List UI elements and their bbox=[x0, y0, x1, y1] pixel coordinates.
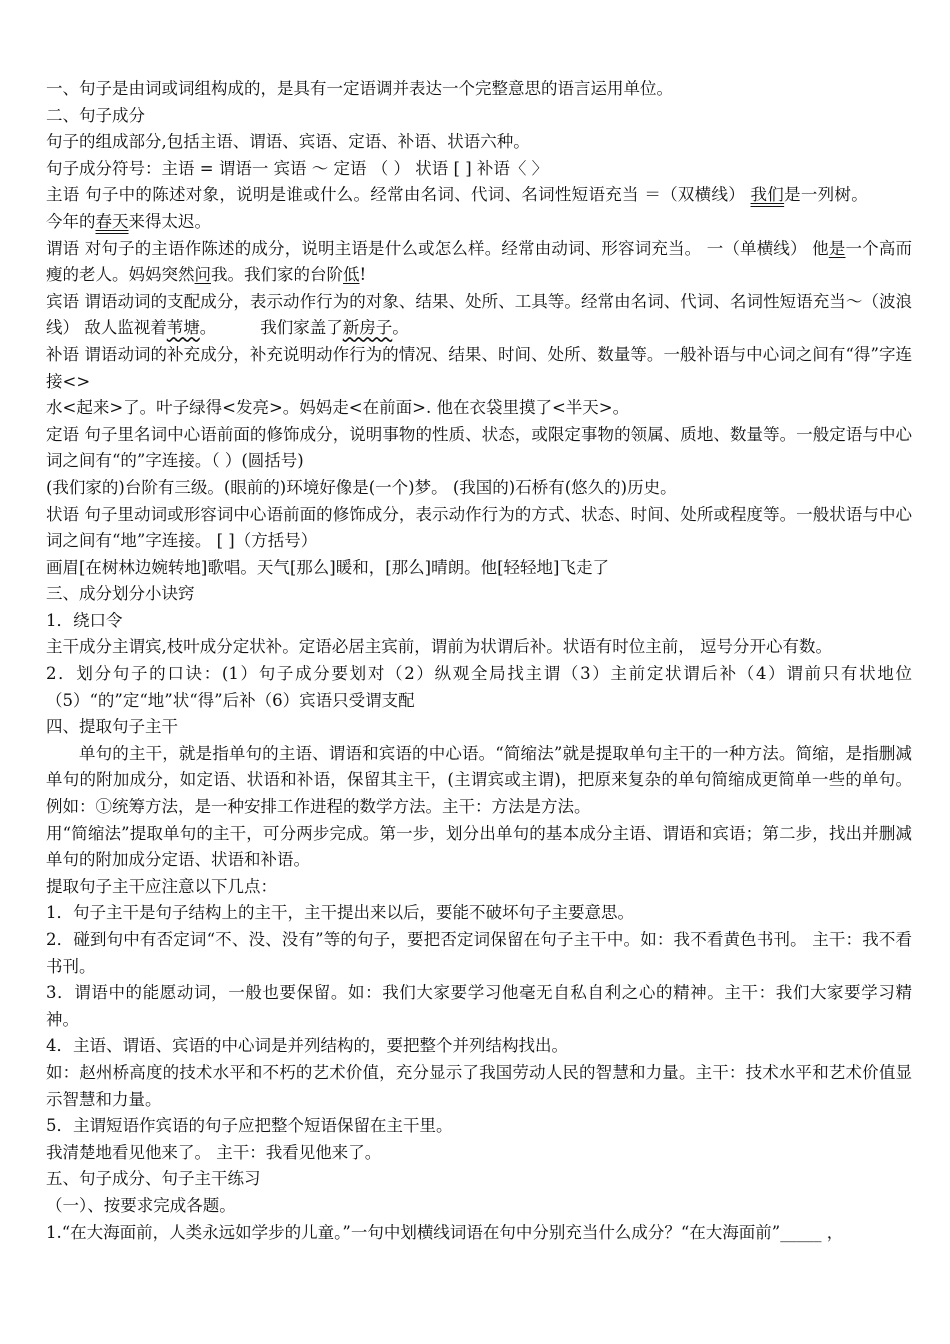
section-3-heading: 三、成分划分小诀窍 bbox=[46, 584, 195, 604]
adverbial-paragraph: 状语 句子里动词或形容词中心语前面的修饰成分，表示动作行为的方式、状态、时间、处所或程度等。一般状语与中心词之间有“地”字连接。 [ ]（方括号） bbox=[46, 504, 912, 551]
complement-paragraph: 补语 谓语动词的补充成分，补充说明动作行为的情况、结果、时间、处所、数量等。一般补语与中心词之间有“得”字连接<> bbox=[46, 344, 912, 391]
exercise-subheading: （一）、按要求完成各题。 bbox=[46, 1195, 236, 1215]
tongue-twister-text: 主干成分主谓宾,枝叶成分定状补。定语必居主宾前，谓前为状谓后补。状语有时位主前， 逗号分开心有数。 bbox=[46, 637, 832, 657]
object-example-2: 新房子 bbox=[342, 318, 393, 338]
notes-heading: 提取句子主干应注意以下几点： bbox=[46, 876, 277, 896]
note-5: 5．主谓短语作宾语的句子应把整个短语保留在主干里。 bbox=[46, 1116, 453, 1136]
object-paragraph bbox=[46, 289, 912, 342]
note-5-example: 我清楚地看见他来了。 主干：我看见他来了。 bbox=[46, 1142, 382, 1162]
subject-example-1: 我们 bbox=[750, 185, 785, 205]
complement-examples: 水<起来>了。叶子绿得<发亮>。妈妈走<在前面>. 他在衣袋里摸了<半天>。 bbox=[46, 398, 630, 418]
predicate-paragraph bbox=[46, 236, 912, 289]
predicate-text-4: ! bbox=[359, 265, 367, 285]
trunk-paragraph: 单句的主干，就是指单句的主语、谓语和宾语的中心语。“简缩法”就是提取单句主干的一种方法。简缩，是指删减单句的附加成分，如定语、状语和补语，保留其主干，(主谓宾或主谓)，把原来复杂的单句简缩成更简单一些的单句。例如：①统筹方法，是一种安排工作进程的数学方法。主干：方法是方法。 bbox=[46, 743, 912, 817]
object-text-4: 。 bbox=[392, 318, 409, 338]
object-text: 宾语 谓语动词的支配成分，表示动作行为的对象、结果、处所、工具等。经常由名词、代词、名词性短语充当～（波浪线） 敌人监视着 bbox=[46, 291, 912, 338]
document-body bbox=[46, 76, 912, 1246]
object-text-3: 我们家盖了 bbox=[260, 318, 343, 338]
subject-text: 主语 句子中的陈述对象，说明是谁或什么。经常由名词、代词、名词性短语充当 ＝（双横线） bbox=[46, 185, 751, 205]
attribute-paragraph: 定语 句子里名词中心语前面的修饰成分，说明事物的性质、状态，或限定事物的领属、质地、数量等。一般定语与中心词之间有“的”字连接。（ ）(圆括号) bbox=[46, 424, 912, 471]
component-symbols: 句子成分符号：主语 = 谓语一 宾语 ～ 定语 （ ） 状语 [ ] 补语〈 〉 bbox=[46, 158, 549, 178]
section-1-definition: 一、句子是由词或词组构成的，是具有一定语调并表达一个完整意思的语言运用单位。 bbox=[46, 79, 673, 98]
components-list: 句子的组成部分,包括主语、谓语、宾语、定语、补语、状语六种。 bbox=[46, 132, 530, 152]
note-4: 4．主语、谓语、宾语的中心词是并列结构的，要把整个并列结构找出。 bbox=[46, 1036, 568, 1056]
attribute-examples: (我们家的)台阶有三级。(眼前的)环境好像是(一个)梦。 (我国的)石桥有(悠久的)历史。 bbox=[46, 477, 677, 497]
predicate-example-2: 问 bbox=[194, 265, 211, 285]
note-1: 1．句子主干是句子结构上的主干，主干提出来以后，要能不破坏句子主要意思。 bbox=[46, 903, 634, 923]
note-2: 2．碰到句中有否定词“不、没、没有”等的句子，要把否定词保留在句子主干中。如：我不看黄色书刊。 主干：我不看书刊。 bbox=[46, 930, 912, 976]
adverbial-examples: 画眉[在树林边婉转地]歌唱。天气[那么]暖和，[那么]晴朗。他[轻轻地]飞走了 bbox=[46, 557, 609, 577]
subject-example-2: 春天 bbox=[95, 211, 129, 231]
section-5-heading: 五、句子成分、句子主干练习 bbox=[46, 1169, 261, 1189]
simplify-method-paragraph: 用“简缩法”提取单句的主干，可分两步完成。第一步，划分出单句的基本成分主语、谓语和宾语；第二步，找出并删减单句的附加成分定语、状语和补语。 bbox=[46, 823, 912, 870]
section-4-heading: 四、提取句子主干 bbox=[46, 717, 178, 737]
subject-text-2: 是一列树。 bbox=[784, 185, 868, 205]
mnemonic-text: 2．划分句子的口诀：(1）句子成分要划对（2）纵观全局找主谓（3）主前定状谓后补（4）谓前只有状地位（5）“的”定“地”状“得”后补（6）宾语只受谓支配 bbox=[46, 664, 912, 710]
subject-text-4: 来得太迟。 bbox=[128, 211, 211, 231]
object-example-1: 苇塘 bbox=[166, 318, 200, 338]
subject-text-3: 今年的 bbox=[46, 211, 96, 231]
section-2-heading: 二、句子成分 bbox=[46, 105, 145, 125]
predicate-text: 谓语 对句子的主语作陈述的成分，说明主语是什么或怎么样。经常由动词、形容词充当。 一（单横线） 他 bbox=[46, 238, 829, 258]
note-3: 3．谓语中的能愿动词，一般也要保留。如：我们大家要学习他毫无自私自利之心的精神。主干：我们大家要学习精神。 bbox=[46, 983, 912, 1029]
predicate-text-2: 一个高而瘦的老人。妈妈突然 bbox=[46, 238, 912, 285]
predicate-example-1: 是 bbox=[828, 238, 846, 258]
note-4-example: 如：赵州桥高度的技术水平和不朽的艺术价值，充分显示了我国劳动人民的智慧和力量。主干：技术水平和艺术价值显示智慧和力量。 bbox=[46, 1062, 912, 1109]
tongue-twister-heading: 1．绕口令 bbox=[46, 610, 123, 630]
predicate-example-3: 低 bbox=[343, 265, 360, 285]
exercise-question-1: 1.“在大海面前，人类永远如学步的儿童。”一句中划横线词语在句中分别充当什么成分？“在大海面前”_____ ， bbox=[46, 1222, 844, 1242]
predicate-text-3: 我。我们家的台阶 bbox=[211, 265, 343, 285]
subject-paragraph bbox=[46, 182, 912, 235]
object-text-2: 。 bbox=[199, 318, 217, 338]
